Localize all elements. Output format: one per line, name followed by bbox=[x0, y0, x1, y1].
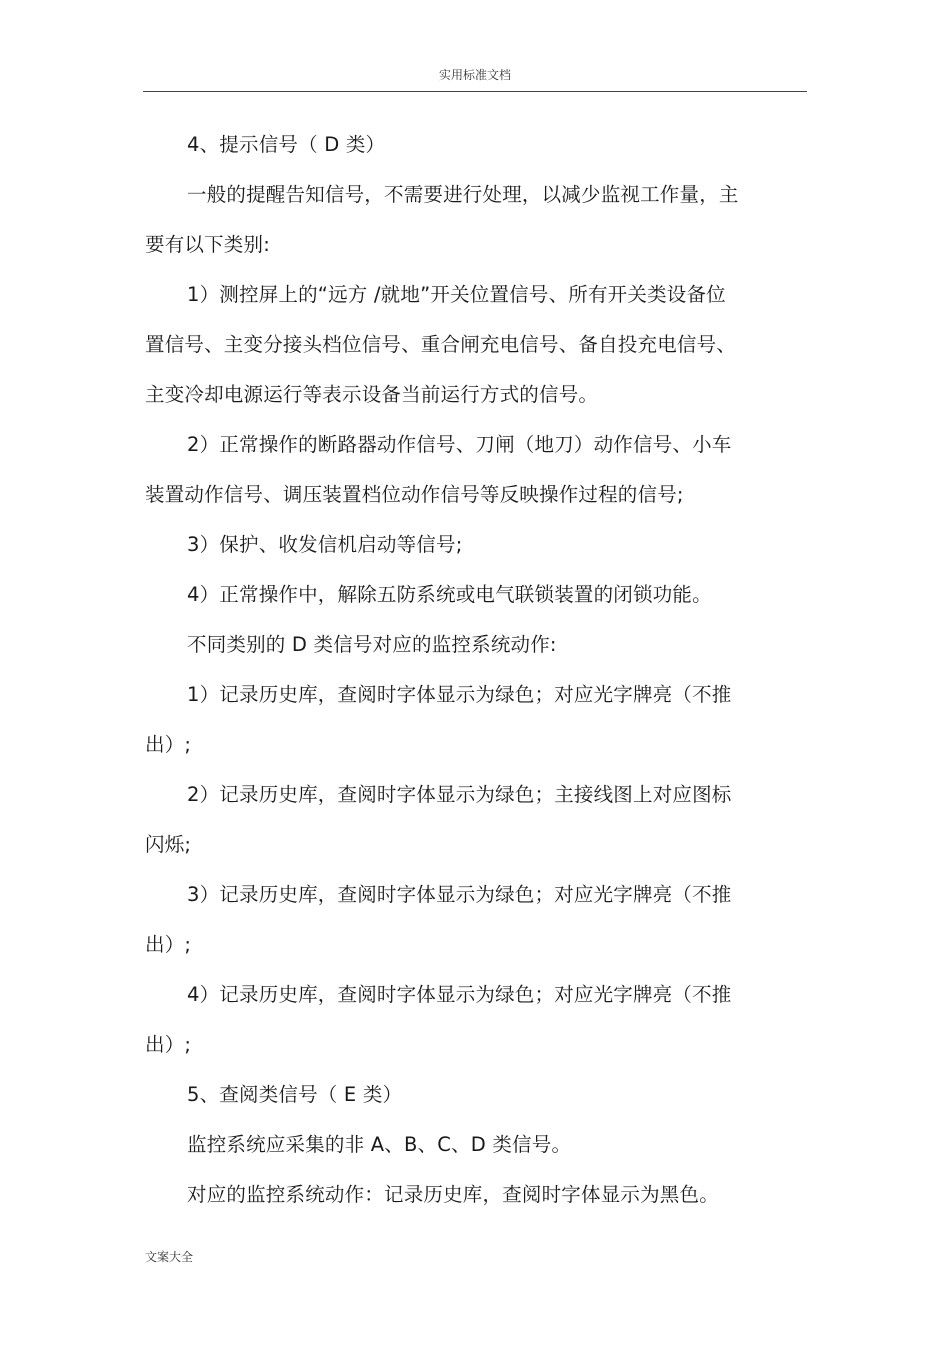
list-item-line: 装置动作信号、调压装置档位动作信号等反映操作过程的信号; bbox=[145, 483, 684, 506]
list-item-line: 2）记录历史库，查阅时字体显示为绿色；主接线图上对应图标 bbox=[187, 783, 732, 806]
header-divider bbox=[143, 91, 807, 92]
list-item-line: 1）测控屏上的“远方 /就地”开关位置信号、所有开关类设备位 bbox=[187, 283, 726, 306]
list-item-line: 3）记录历史库，查阅时字体显示为绿色；对应光字牌亮（不推 bbox=[187, 883, 732, 906]
list-item-line: 出）; bbox=[145, 733, 192, 756]
list-item-line: 1）记录历史库，查阅时字体显示为绿色；对应光字牌亮（不推 bbox=[187, 683, 732, 706]
paragraph-line: 一般的提醒告知信号，不需要进行处理，以减少监视工作量，主 bbox=[187, 183, 739, 206]
list-item-line: 3）保护、收发信机启动等信号; bbox=[187, 533, 463, 556]
list-item-line: 2）正常操作的断路器动作信号、刀闸（地刀）动作信号、小车 bbox=[187, 433, 732, 456]
list-item-line: 置信号、主变分接头档位信号、重合闸充电信号、备自投充电信号、 bbox=[145, 333, 737, 356]
list-item-line: 主变冷却电源运行等表示设备当前运行方式的信号。 bbox=[145, 383, 599, 406]
list-item-line: 闪烁; bbox=[145, 833, 192, 856]
list-item-line: 出）; bbox=[145, 1033, 192, 1056]
list-item-line: 出）; bbox=[145, 933, 192, 956]
list-item-line: 4）记录历史库，查阅时字体显示为绿色；对应光字牌亮（不推 bbox=[187, 983, 732, 1006]
list-item-line: 4）正常操作中，解除五防系统或电气联锁装置的闭锁功能。 bbox=[187, 583, 712, 606]
paragraph-line: 对应的监控系统动作：记录历史库，查阅时字体显示为黑色。 bbox=[187, 1183, 719, 1206]
page-footer: 文案大全 bbox=[145, 1250, 194, 1264]
paragraph-line: 不同类别的 D 类信号对应的监控系统动作: bbox=[187, 633, 557, 656]
section-heading-e: 5、查阅类信号（ E 类） bbox=[187, 1083, 403, 1106]
paragraph-line: 要有以下类别: bbox=[145, 233, 270, 256]
document-body bbox=[145, 120, 790, 1220]
paragraph-line: 监控系统应采集的非 A、B、C、D 类信号。 bbox=[187, 1133, 572, 1156]
page-header: 实用标准文档 bbox=[438, 68, 511, 82]
section-heading-d: 4、提示信号（ D 类） bbox=[187, 133, 386, 156]
